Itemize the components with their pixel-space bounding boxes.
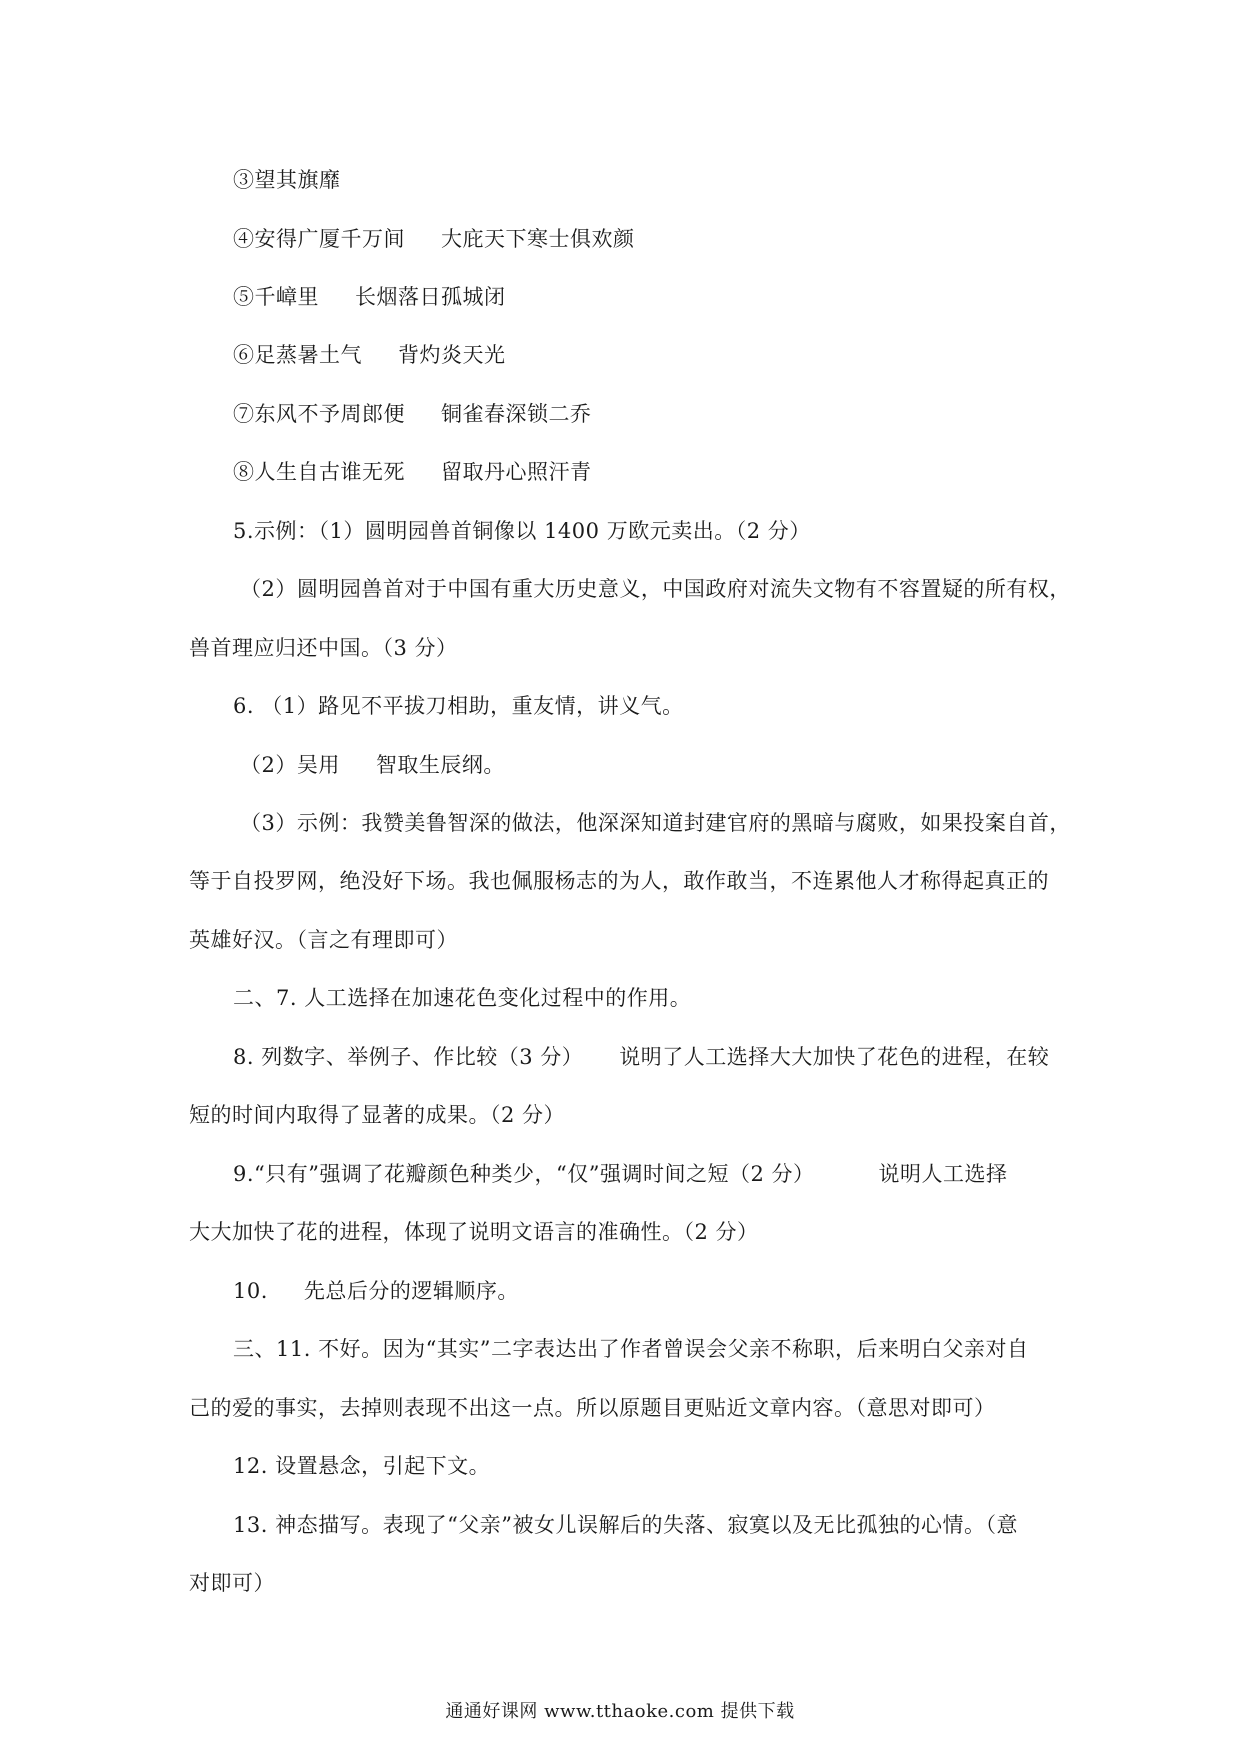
answer-text: 对即可） bbox=[189, 1571, 275, 1595]
answer-text: ③望其旗靡 bbox=[233, 168, 341, 192]
answer-text: 留取丹心照汗青 bbox=[441, 460, 592, 484]
answer-text: 大大加快了花的进程，体现了说明文语言的准确性。（2 分） bbox=[189, 1220, 759, 1244]
answer-text: （2）吴用 bbox=[240, 753, 340, 777]
answer-line bbox=[233, 458, 592, 486]
answer-line bbox=[189, 1394, 996, 1422]
answer-text: 10. bbox=[233, 1279, 268, 1303]
answer-line bbox=[233, 1335, 1029, 1363]
answer-text: 背灼炎天光 bbox=[398, 343, 506, 367]
answer-line bbox=[189, 926, 458, 954]
answer-text: 5.示例：（1）圆明园兽首铜像以 1400 万欧元卖出。（2 分） bbox=[233, 519, 811, 543]
answer-text: 短的时间内取得了显著的成果。（2 分） bbox=[189, 1103, 566, 1127]
answer-text: 英雄好汉。（言之有理即可） bbox=[189, 928, 458, 952]
answer-line bbox=[189, 1218, 759, 1246]
answer-text: ⑧人生自古谁无死 bbox=[233, 460, 405, 484]
answer-text: 三、11. 不好。因为“其实”二字表达出了作者曾误会父亲不称职，后来明白父亲对自 bbox=[233, 1337, 1029, 1361]
answer-line bbox=[233, 1511, 1018, 1539]
answer-text: 9.“只有”强调了花瓣颜色种类少，“仅”强调时间之短（2 分） bbox=[233, 1162, 815, 1186]
answer-text: 说明人工选择 bbox=[878, 1162, 1008, 1186]
answer-text: 大庇天下寒士俱欢颜 bbox=[441, 227, 635, 251]
answer-text: ⑥足蒸暑土气 bbox=[233, 343, 362, 367]
answer-text: 8. 列数字、举例子、作比较（3 分） bbox=[233, 1045, 584, 1069]
answer-text: 6. （1）路见不平拔刀相助，重友情，讲义气。 bbox=[233, 694, 684, 718]
answer-line bbox=[233, 400, 592, 428]
answer-text: ④安得广厦千万间 bbox=[233, 227, 405, 251]
answer-text: 智取生辰纲。 bbox=[375, 753, 505, 777]
answer-line bbox=[233, 283, 506, 311]
answer-text: 先总后分的逻辑顺序。 bbox=[303, 1279, 519, 1303]
answer-line bbox=[189, 1569, 275, 1597]
answer-text: 兽首理应归还中国。（3 分） bbox=[189, 636, 458, 660]
answer-line bbox=[240, 751, 505, 779]
answer-line bbox=[233, 692, 684, 720]
answer-text: 二、7. 人工选择在加速花色变化过程中的作用。 bbox=[233, 986, 692, 1010]
answer-text: 长烟落日孤城闭 bbox=[355, 285, 506, 309]
answer-text: （3）示例：我赞美鲁智深的做法，他深深知道封建官府的黑暗与腐败，如果投案自首， bbox=[240, 811, 1071, 835]
answer-line bbox=[233, 1452, 490, 1480]
answer-text: ⑤千嶂里 bbox=[233, 285, 319, 309]
answer-text: 13. 神态描写。表现了“父亲”被女儿误解后的失落、寂寞以及无比孤独的心情。（意 bbox=[233, 1513, 1019, 1537]
answer-line bbox=[233, 225, 635, 253]
answer-text: 铜雀春深锁二乔 bbox=[441, 402, 592, 426]
answer-text: 等于自投罗网，绝没好下场。我也佩服杨志的为人，敢作敢当，不连累他人才称得起真正的 bbox=[189, 869, 1049, 893]
answer-line bbox=[233, 1043, 1049, 1071]
answer-line bbox=[233, 1277, 519, 1305]
answer-line bbox=[240, 575, 1071, 603]
answer-text: ⑦东风不予周郎便 bbox=[233, 402, 405, 426]
answer-text: 己的爱的事实，去掉则表现不出这一点。所以原题目更贴近文章内容。（意思对即可） bbox=[189, 1396, 996, 1420]
answer-line bbox=[240, 809, 1071, 837]
answer-line bbox=[233, 341, 506, 369]
answer-text: 说明了人工选择大大加快了花色的进程，在较 bbox=[619, 1045, 1050, 1069]
answer-line bbox=[189, 634, 458, 662]
answer-line bbox=[233, 166, 341, 194]
answer-line bbox=[233, 984, 691, 1012]
answer-line bbox=[233, 1160, 1008, 1188]
answer-line bbox=[189, 867, 1049, 895]
page-footer: 通通好课网 www.tthaoke.com 提供下载 bbox=[445, 1701, 795, 1722]
answer-text: 12. 设置悬念，引起下文。 bbox=[233, 1454, 491, 1478]
answer-text: （2）圆明园兽首对于中国有重大历史意义，中国政府对流失文物有不容置疑的所有权， bbox=[240, 577, 1071, 601]
answer-line bbox=[233, 517, 811, 545]
answer-line bbox=[189, 1101, 565, 1129]
